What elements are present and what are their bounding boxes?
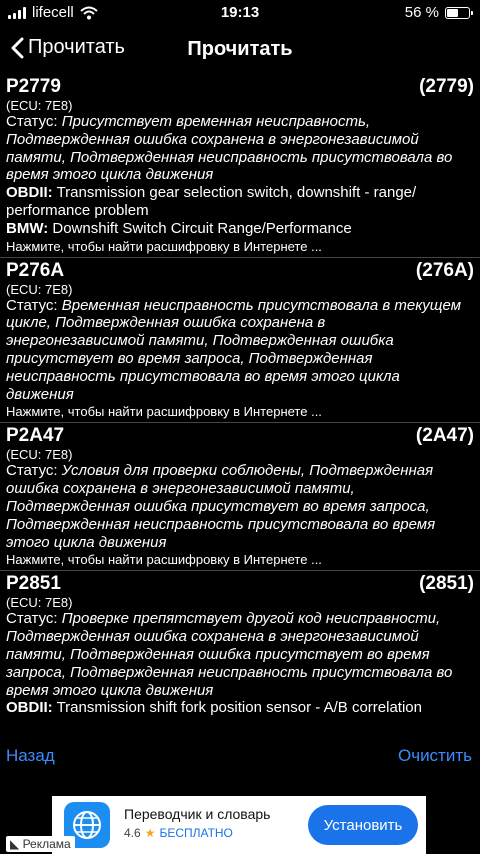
dtc-code-number: (2851) bbox=[419, 573, 474, 595]
status-label: Статус: bbox=[6, 462, 58, 480]
status-text: Условия для проверки соблюдены, Подтвержденная bbox=[57, 462, 434, 480]
clock: 19:13 bbox=[220, 4, 260, 21]
status-text: Подтвержденная неисправность присутствовала во время bbox=[6, 515, 436, 533]
dtc-status-line bbox=[6, 332, 474, 350]
status-text: запроса, Подтвержденная неисправность присутствовала во bbox=[6, 663, 453, 681]
obd-label: OBDII: bbox=[6, 699, 53, 717]
status-text: Подтвержденная ошибка сохранена в энергонезависимой bbox=[6, 130, 419, 148]
dtc-item[interactable] bbox=[0, 74, 480, 258]
dtc-status-line bbox=[6, 131, 474, 149]
dtc-item[interactable] bbox=[0, 258, 480, 424]
dtc-ecu: (ECU: 7E8) bbox=[6, 447, 73, 463]
carrier-name: lifecell bbox=[32, 4, 74, 21]
page-title: Прочитать bbox=[187, 38, 293, 60]
dtc-obd-line bbox=[6, 202, 474, 220]
dtc-header bbox=[6, 573, 474, 595]
dtc-status-line bbox=[6, 297, 474, 315]
obd-text: performance problem bbox=[6, 201, 149, 219]
obd-text: Transmission shift fork position sensor - A/B correlation bbox=[52, 699, 422, 717]
battery-percent: 56 % bbox=[404, 4, 439, 21]
dtc-status-line bbox=[6, 498, 474, 516]
dtc-code-number: (2A47) bbox=[415, 425, 474, 447]
dtc-code-number: (2779) bbox=[419, 76, 474, 97]
dtc-status-line bbox=[6, 166, 474, 184]
dtc-status-line bbox=[6, 149, 474, 167]
status-text: Подтвержденная ошибка сохранена в энергонезависимой bbox=[6, 628, 419, 646]
status-text: Присутствует временная неисправность, bbox=[57, 113, 370, 130]
dtc-status-line bbox=[6, 682, 474, 700]
status-text: этого цикла движения bbox=[6, 533, 167, 551]
dtc-status-line bbox=[6, 664, 474, 682]
dtc-status-line bbox=[6, 516, 474, 534]
nav-back-label: Прочитать bbox=[28, 36, 125, 58]
bmw-label: BMW: bbox=[6, 219, 49, 237]
dtc-status-line bbox=[6, 646, 474, 664]
dtc-code: P2A47 bbox=[6, 425, 65, 447]
dtc-obd-line bbox=[6, 184, 474, 202]
ad-label-text: Реклама bbox=[22, 837, 71, 851]
dtc-item[interactable] bbox=[0, 571, 480, 717]
status-right bbox=[405, 4, 470, 21]
dtc-lookup-hint[interactable]: Нажмите, чтобы найти расшифровку в Интернете ... bbox=[6, 238, 322, 254]
install-button[interactable]: Установить bbox=[308, 805, 418, 845]
dtc-status-line bbox=[6, 480, 474, 498]
bmw-text: Downshift Switch Circuit Range/Performance bbox=[48, 219, 352, 237]
status-text: время этого цикла движения bbox=[6, 681, 214, 699]
dtc-ecu: (ECU: 7E8) bbox=[6, 281, 73, 297]
dtc-lookup-hint[interactable]: Нажмите, чтобы найти расшифровку в Интернете ... bbox=[6, 404, 322, 420]
battery-fill bbox=[447, 9, 458, 17]
status-label: Статус: bbox=[6, 113, 58, 130]
dtc-code: P2851 bbox=[6, 573, 61, 595]
status-text: памяти, Подтвержденная неисправность присутствовала во bbox=[6, 148, 453, 166]
dtc-status-line bbox=[6, 113, 474, 131]
dtc-status-line bbox=[6, 462, 474, 480]
status-text: энергонезависимой памяти, Подтвержденная ошибка bbox=[6, 332, 394, 350]
dtc-header bbox=[6, 76, 474, 98]
status-text: движения bbox=[6, 385, 74, 403]
status-text: присутствует во время запроса, Подтвержденная bbox=[6, 349, 373, 367]
ad-triangle-icon: ◣ bbox=[10, 837, 20, 851]
dtc-code: P2779 bbox=[6, 76, 61, 97]
status-text: время этого цикла движения bbox=[6, 166, 214, 184]
dtc-obd-line bbox=[6, 699, 474, 717]
ad-meta bbox=[124, 826, 233, 840]
status-text: Проверке препятствует другой код неисправности, bbox=[57, 610, 441, 628]
ad-rating: 4.6 bbox=[124, 826, 141, 840]
status-text: памяти, Подтвержденная ошибка присутствует во время bbox=[6, 645, 430, 663]
dtc-item[interactable] bbox=[0, 423, 480, 571]
bottom-toolbar bbox=[0, 740, 480, 776]
dtc-header bbox=[6, 425, 474, 447]
status-label: Статус: bbox=[6, 296, 58, 314]
dtc-status-line bbox=[6, 350, 474, 368]
clear-button[interactable]: Очистить bbox=[397, 746, 472, 765]
dtc-status-line bbox=[6, 314, 474, 332]
ad-price: БЕСПЛАТНО bbox=[159, 826, 233, 840]
dtc-status-line bbox=[6, 610, 474, 628]
dtc-ecu: (ECU: 7E8) bbox=[6, 98, 73, 113]
star-icon: ★ bbox=[144, 826, 156, 840]
status-text: цикле, Подтвержденная ошибка сохранена в bbox=[6, 314, 326, 332]
status-text: Временная неисправность присутствовала в текущем bbox=[57, 296, 462, 314]
status-text: ошибка сохранена в энергонезависимой памяти, bbox=[6, 480, 355, 498]
dtc-header bbox=[6, 260, 474, 282]
dtc-status-line bbox=[6, 386, 474, 404]
dtc-status-line bbox=[6, 368, 474, 386]
obd-text: Transmission gear selection switch, downshift - range/ bbox=[52, 184, 417, 202]
dtc-bmw-line bbox=[6, 220, 474, 238]
status-text: Подтвержденная ошибка присутствует во время запроса, bbox=[6, 497, 430, 515]
battery-icon bbox=[445, 7, 470, 19]
dtc-code: P276A bbox=[6, 259, 65, 281]
dtc-status-line bbox=[6, 534, 474, 552]
dtc-code-number: (276A) bbox=[415, 259, 474, 281]
dtc-status-line bbox=[6, 628, 474, 646]
ad-title: Переводчик и словарь bbox=[124, 806, 271, 822]
dtc-ecu: (ECU: 7E8) bbox=[6, 595, 73, 611]
ad-banner[interactable] bbox=[52, 796, 426, 854]
obd-label: OBDII: bbox=[6, 184, 53, 202]
status-text: неисправность присутствовала во время этого цикла bbox=[6, 367, 400, 385]
status-bar bbox=[0, 0, 480, 26]
back-button[interactable]: Назад bbox=[6, 746, 55, 765]
navigation-bar bbox=[0, 26, 480, 74]
dtc-list[interactable] bbox=[0, 74, 480, 718]
dtc-lookup-hint[interactable]: Нажмите, чтобы найти расшифровку в Интернете ... bbox=[6, 552, 322, 568]
ad-label bbox=[6, 836, 75, 852]
status-label: Статус: bbox=[6, 610, 58, 628]
